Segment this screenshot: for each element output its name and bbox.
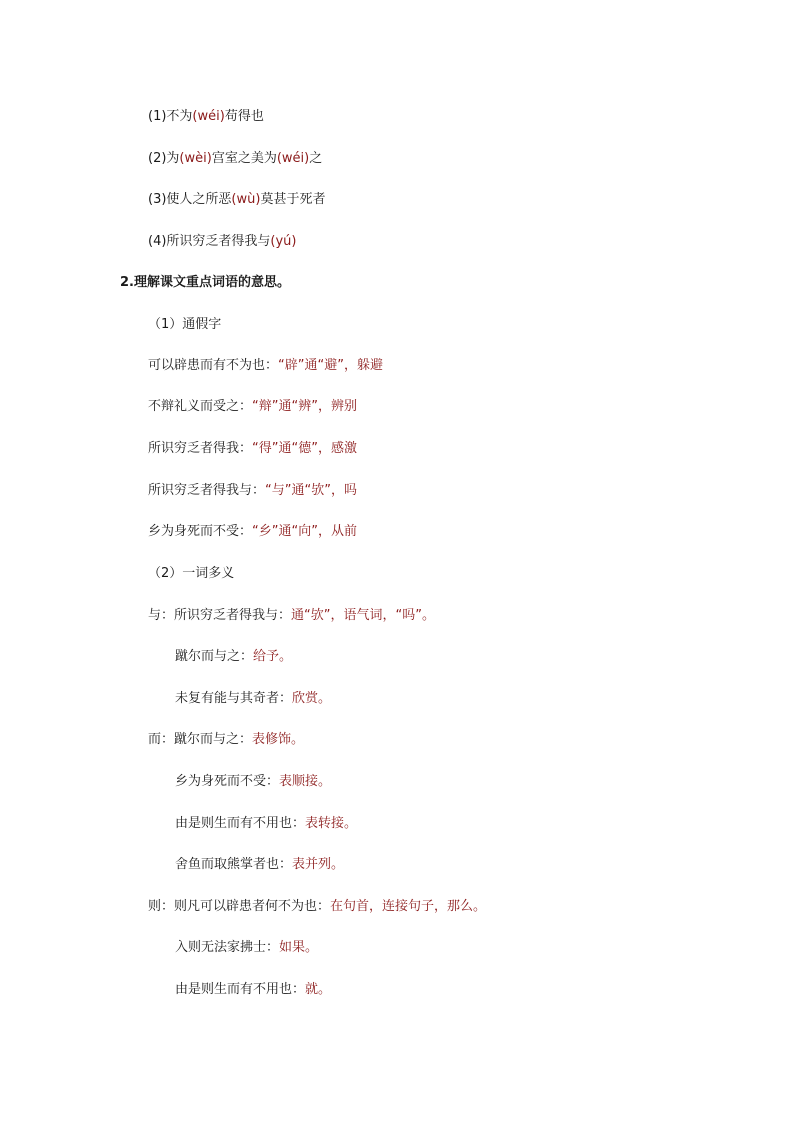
answer: “与”通“欤”，吗: [265, 483, 357, 498]
tongjia-item: [148, 440, 357, 458]
answer: 如果。: [279, 940, 319, 955]
answer: 通“欤”，语气词，“吗”。: [291, 608, 435, 623]
duoyi-item: [148, 731, 304, 749]
duoyi-item: [175, 690, 331, 708]
answer: 表并列。: [292, 857, 345, 872]
question: 入则无法家拂士：: [175, 940, 280, 955]
pronunciation-line-1: [148, 108, 264, 126]
subsection-title-duoyi: （2）一词多义: [148, 566, 235, 581]
question: 由是则生而有不用也：: [175, 982, 306, 997]
pinyin: (wéi): [276, 151, 310, 166]
answer: 表顺接。: [279, 774, 332, 789]
tongjia-item: [148, 523, 357, 541]
question: 蹴尔而与之：: [174, 732, 253, 747]
answer: “辩”通“辨”，辨别: [252, 399, 357, 414]
text: (3)使人之所恶: [148, 192, 232, 207]
question: 由是则生而有不用也：: [175, 816, 306, 831]
pronunciation-line-3: [148, 191, 325, 209]
answer: 就。: [305, 982, 332, 997]
pronunciation-line-4: [148, 233, 297, 251]
pinyin: (wù): [231, 192, 261, 207]
answer: 欣赏。: [292, 691, 332, 706]
word-head: 则：: [148, 899, 175, 914]
pronunciation-line-2: [148, 150, 322, 168]
text: (1)不为: [148, 109, 193, 124]
text: 苟得也: [224, 109, 264, 124]
duoyi-item: [175, 856, 344, 874]
word-head: 而：: [148, 732, 175, 747]
question: 未复有能与其奇者：: [175, 691, 293, 706]
pinyin: (yú): [270, 234, 297, 249]
question: 则凡可以辟患者何不为也：: [174, 899, 331, 914]
question: 乡为身死而不受：: [148, 524, 253, 539]
question: 舍鱼而取熊掌者也：: [175, 857, 293, 872]
duoyi-item: [175, 939, 318, 957]
tongjia-item: [148, 398, 357, 416]
question: 蹴尔而与之：: [175, 649, 254, 664]
text: 宫室之美为: [211, 151, 277, 166]
text: 莫甚于死者: [260, 192, 326, 207]
text: (2)为: [148, 151, 180, 166]
question: 所识穷乏者得我：: [148, 441, 253, 456]
duoyi-item: [148, 607, 435, 625]
text: (4)所识穷乏者得我与: [148, 234, 271, 249]
question: 乡为身死而不受：: [175, 774, 280, 789]
answer: “得”通“德”，感激: [252, 441, 357, 456]
duoyi-item: [175, 815, 357, 833]
text: 之: [309, 151, 323, 166]
pinyin: (wèi): [179, 151, 212, 166]
question: 所识穷乏者得我与：: [174, 608, 292, 623]
question: 所识穷乏者得我与：: [148, 483, 266, 498]
question: 不辩礼义而受之：: [148, 399, 253, 414]
section-heading: 2.理解课文重点词语的意思。: [120, 275, 290, 290]
answer: 给予。: [253, 649, 293, 664]
duoyi-item: [175, 773, 331, 791]
pinyin: (wéi): [192, 109, 225, 124]
question: 可以辟患而有不为也：: [148, 358, 279, 373]
answer: “乡”通“向”，从前: [252, 524, 357, 539]
answer: 表转接。: [305, 816, 358, 831]
tongjia-item: [148, 357, 383, 375]
answer: 表修饰。: [252, 732, 305, 747]
duoyi-item: [148, 898, 486, 916]
answer: 在句首，连接句子，那么。: [330, 899, 487, 914]
subsection-title-tongjia: （1）通假字: [148, 317, 222, 332]
tongjia-item: [148, 482, 357, 500]
duoyi-item: [175, 981, 331, 999]
word-head: 与：: [148, 608, 175, 623]
answer: “辟”通“避”，躲避: [278, 358, 383, 373]
duoyi-item: [175, 648, 292, 666]
